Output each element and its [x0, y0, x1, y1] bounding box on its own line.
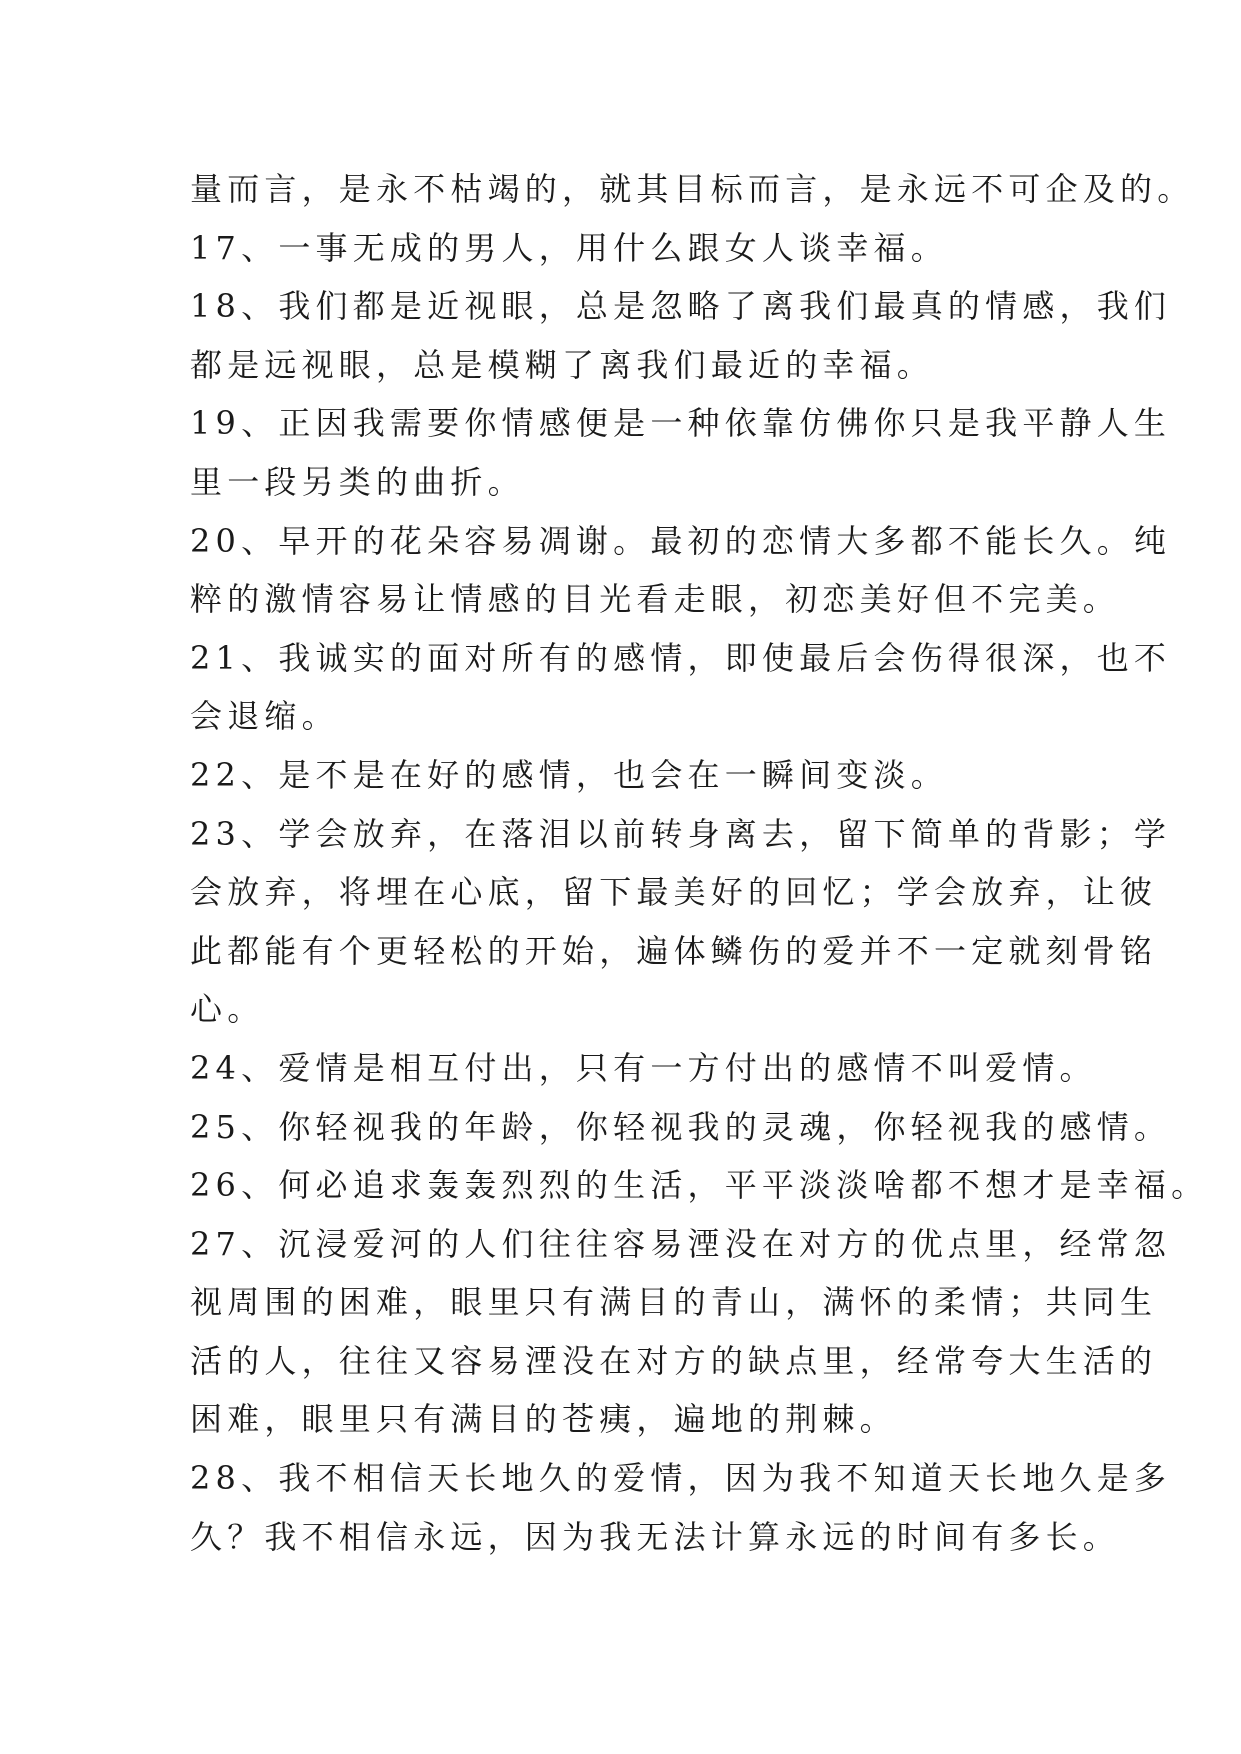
- text-line: 心。: [190, 990, 265, 1029]
- text-line: 量而言，是永不枯竭的，就其目标而言，是永远不可企及的。: [190, 170, 1195, 208]
- text-line: 23、学会放弃，在落泪以前转身离去，留下简单的背影；学: [190, 814, 1172, 853]
- text-line: 久？我不相信永远，因为我无法计算永远的时间有多长。: [190, 1517, 1121, 1556]
- text-line: 17、一事无成的男人，用什么跟女人谈幸福。: [190, 228, 948, 267]
- text-line: 里一段另类的曲折。: [190, 462, 525, 501]
- text-line: 会退缩。: [190, 697, 339, 736]
- text-line: 20、早开的花朵容易凋谢。最初的恋情大多都不能长久。纯: [190, 521, 1172, 560]
- text-line: 22、是不是在好的感情，也会在一瞬间变淡。: [190, 755, 948, 794]
- text-line: 都是远视眼，总是模糊了离我们最近的幸福。: [190, 345, 935, 384]
- text-line: 25、你轻视我的年龄，你轻视我的灵魂，你轻视我的感情。: [190, 1107, 1172, 1146]
- text-line: 粹的激情容易让情感的目光看走眼，初恋美好但不完美。: [190, 580, 1121, 619]
- text-line: 此都能有个更轻松的开始，遍体鳞伤的爱并不一定就刻骨铭: [190, 931, 1158, 970]
- text-line: 活的人，往往又容易湮没在对方的缺点里，经常夸大生活的: [190, 1341, 1158, 1380]
- text-line: 26、何必追求轰轰烈烈的生活，平平淡淡啥都不想才是幸福。: [190, 1166, 1209, 1205]
- text-line: 21、我诚实的面对所有的感情，即使最后会伤得很深，也不: [190, 638, 1172, 677]
- text-line: 28、我不相信天长地久的爱情，因为我不知道天长地久是多: [190, 1459, 1172, 1498]
- text-line: 24、爱情是相互付出，只有一方付出的感情不叫爱情。: [190, 1048, 1097, 1087]
- text-body: [190, 160, 1209, 1566]
- text-line: 视周围的困难，眼里只有满目的青山，满怀的柔情；共同生: [190, 1283, 1158, 1322]
- text-line: 19、正因我需要你情感便是一种依靠仿佛你只是我平静人生: [190, 404, 1172, 443]
- text-line: 会放弃，将埋在心底，留下最美好的回忆；学会放弃，让彼: [190, 873, 1158, 912]
- text-line: 18、我们都是近视眼，总是忽略了离我们最真的情感，我们: [190, 287, 1172, 326]
- text-line: 困难，眼里只有满目的苍痍，遍地的荆棘。: [190, 1400, 897, 1439]
- text-line: 27、沉浸爱河的人们往往容易湮没在对方的优点里，经常忽: [190, 1224, 1172, 1263]
